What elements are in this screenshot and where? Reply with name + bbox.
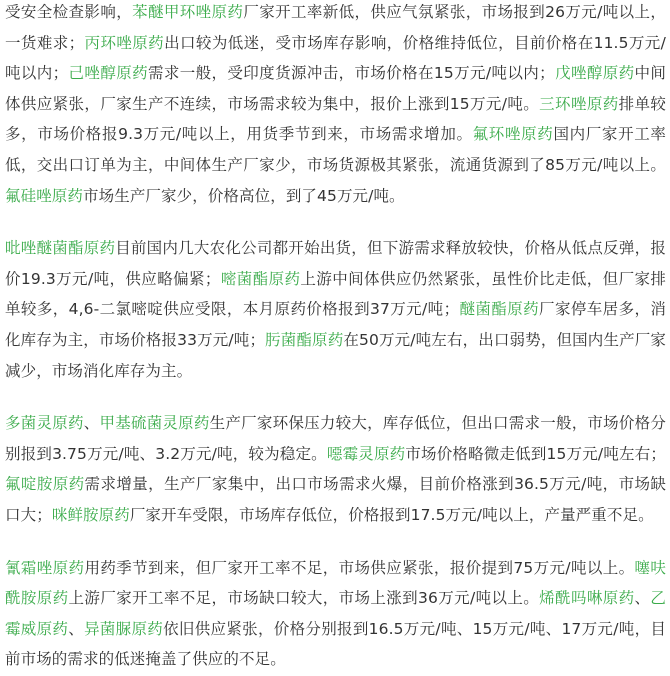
product-name-highlight: 肟菌酯原药: [265, 330, 344, 349]
product-name-highlight: 异菌脲原药: [84, 619, 164, 638]
paragraph-text: 需求一般，受印度货源冲击，市场价格在15万元/吨以内；: [147, 64, 555, 83]
product-name-highlight: 己唑醇原药: [68, 64, 148, 83]
paragraph-3: [5, 408, 666, 530]
paragraph-text: 上游中间体供应仍然紧张，虽性价比走低，但厂家排单较多，4,6-二氯嘧啶供应受限，本月原药价格报到37万元/吨；: [5, 269, 666, 319]
product-name-highlight: 氰霜唑原药: [5, 558, 85, 577]
product-name-highlight: 氟硅唑原药: [5, 186, 84, 205]
paragraph-text: 排单较多，市场价格报9.3万元/吨以上，用货季节到来，市场需求增加。: [5, 94, 666, 144]
product-name-highlight: 氟环唑原药: [472, 125, 554, 144]
product-name-highlight: 咪鲜胺原药: [51, 505, 130, 524]
paragraph-text: 市场价格略微走低到15万元/吨左右；: [405, 444, 667, 463]
paragraph-text: 在50万元/吨左右，出口弱势，但国内生产厂家减少，市场消化库存为主。: [5, 330, 666, 380]
paragraph-text: 生产厂家环保压力较大，库存低位，但出口需求一般，市场价格分别报到3.75万元/吨、3.2万元/吨，较为稳定。: [5, 414, 666, 463]
paragraph-text: 厂家开车受限，市场库存低位，价格报到17.5万元/吨以上，产量严重不足。: [129, 505, 654, 524]
paragraph-text: 受安全检查影响，: [5, 3, 133, 21]
paragraph-text: 厂家开工率新低，供应气氛紧张，市场报到26万元/吨以上，一货难求；: [5, 3, 667, 52]
paragraph-text: 依旧供应紧张，价格分别报到16.5万元/吨、15万元/吨、17万元/吨，目前市场的需求的低迷掩盖了供应的不足。: [5, 619, 666, 669]
product-name-highlight: 苯醚甲环唑原药: [132, 3, 244, 21]
paragraph-text: 、: [634, 589, 651, 608]
paragraph-text: 用药季节到来，但厂家开工率不足，市场供应紧张，报价提到75万元/吨以上。: [84, 558, 635, 577]
product-name-highlight: 三环唑原药: [539, 94, 619, 113]
product-name-highlight: 氟啶胺原药: [5, 475, 85, 494]
product-name-highlight: 乙霉威原药: [5, 589, 666, 638]
product-name-highlight: 烯酰吗啉原药: [539, 589, 635, 608]
paragraph-text: 国内厂家开工率低，交出口订单为主，中间体生产厂家少，市场货源极其紧张，流通货源到了85万元/吨以上。: [5, 125, 666, 174]
product-name-highlight: 嘧菌酯原药: [220, 269, 301, 288]
paragraph-text: 、: [68, 619, 85, 638]
paragraph-1: [5, 0, 666, 211]
paragraph-4: [5, 553, 666, 675]
paragraph-2: [5, 233, 666, 386]
paragraph-text: 中间体供应紧张，厂家生产不连续，市场需求较为集中，报价上涨到15万元/吨。: [5, 64, 666, 113]
product-name-highlight: 吡唑醚菌酯原药: [5, 239, 116, 258]
paragraph-text: 出口较为低迷，受市场库存影响，价格维持低位，目前价格在11.5万元/吨以内；: [5, 33, 666, 83]
paragraph-text: 、: [83, 414, 100, 433]
paragraph-text: 需求增量，生产厂家集中，出口市场需求火爆，目前价格涨到36.5万元/吨，市场缺口大；: [5, 475, 666, 524]
product-name-highlight: 醚菌酯原药: [459, 300, 540, 319]
paragraph-text: 目前国内几大农化公司都开始出货，但下游需求释放较快，价格从低点反弹，报价19.3万元/吨，供应略偏紧；: [5, 239, 666, 288]
product-name-highlight: 戊唑醇原药: [554, 64, 635, 83]
product-name-highlight: 甲基硫菌灵原药: [99, 414, 210, 433]
paragraph-text: 厂家停车居多，消化库存为主，市场价格报33万元/吨；: [5, 300, 666, 349]
paragraph-text: 市场生产厂家少，价格高位，到了45万元/吨。: [83, 186, 405, 205]
product-name-highlight: 多菌灵原药: [5, 414, 84, 433]
product-name-highlight: 丙环唑原药: [84, 33, 165, 52]
product-name-highlight: 噁霉灵原药: [326, 444, 406, 463]
paragraph-text: 上游厂家开工率不足，市场缺口较大，市场上涨到36万元/吨以上。: [68, 589, 540, 608]
product-name-highlight: 噻呋酰胺原药: [5, 558, 666, 608]
